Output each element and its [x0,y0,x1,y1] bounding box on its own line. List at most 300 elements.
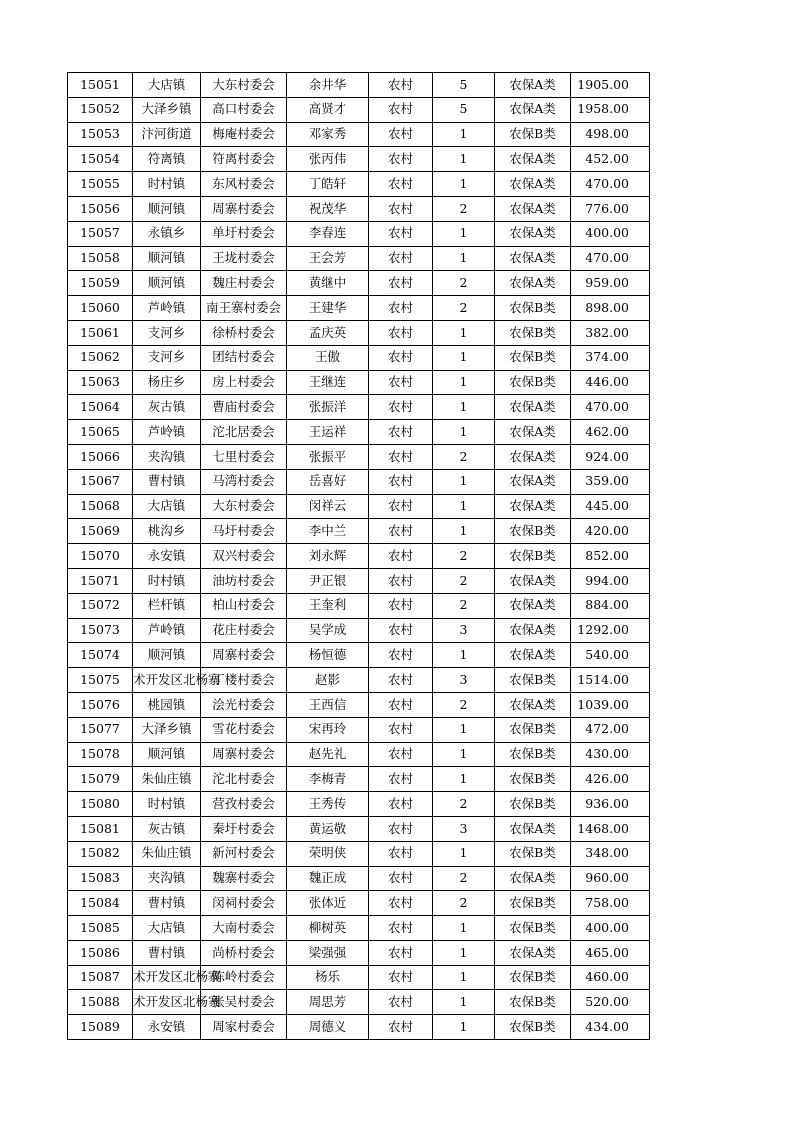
household-count-cell: 1 [433,469,495,494]
insurance-category-cell: 农保A类 [495,469,571,494]
insurance-category-cell: 农保B类 [495,668,571,693]
residence-type-cell: 农村 [369,494,433,519]
person-name-cell: 祝茂华 [287,196,369,221]
insurance-category-cell: 农保B类 [495,1015,571,1040]
residence-type-cell: 农村 [369,916,433,941]
village-committee-cell: 曹庙村委会 [201,395,287,420]
insurance-category-cell: 农保A类 [495,395,571,420]
town-cell: 顺河镇 [133,643,201,668]
insurance-category-cell: 农保B类 [495,916,571,941]
village-committee-cell: 大东村委会 [201,73,287,98]
residence-type-cell: 农村 [369,97,433,122]
record-id-cell: 15063 [68,370,133,395]
table-row [68,717,650,742]
town-cell: 支河乡 [133,320,201,345]
table-row [68,618,650,643]
insurance-category-cell: 农保A类 [495,271,571,296]
table-row [68,668,650,693]
person-name-cell: 丁皓轩 [287,172,369,197]
village-committee-cell: 周寨村委会 [201,742,287,767]
insurance-category-cell: 农保A类 [495,221,571,246]
amount-cell: 374.00 [571,345,650,370]
table-row [68,147,650,172]
amount-cell: 1514.00 [571,668,650,693]
household-count-cell: 1 [433,965,495,990]
amount-cell: 382.00 [571,320,650,345]
household-count-cell: 1 [433,246,495,271]
insurance-category-cell: 农保B类 [495,891,571,916]
person-name-cell: 梁强强 [287,940,369,965]
village-committee-cell: 徐桥村委会 [201,320,287,345]
household-count-cell: 1 [433,643,495,668]
table-row [68,816,650,841]
amount-cell: 1905.00 [571,73,650,98]
town-cell: 栏杆镇 [133,593,201,618]
amount-cell: 462.00 [571,420,650,445]
household-count-cell: 1 [433,742,495,767]
table-row [68,742,650,767]
record-id-cell: 15077 [68,717,133,742]
residence-type-cell: 农村 [369,444,433,469]
town-cell: 术开发区北杨寨 [133,990,201,1015]
table-row [68,196,650,221]
village-committee-cell: 沱北居委会 [201,420,287,445]
person-name-cell: 周思芳 [287,990,369,1015]
amount-cell: 898.00 [571,296,650,321]
table-row [68,345,650,370]
residence-type-cell: 农村 [369,643,433,668]
household-count-cell: 1 [433,122,495,147]
record-id-cell: 15082 [68,841,133,866]
table-row [68,841,650,866]
village-committee-cell: 魏寨村委会 [201,866,287,891]
amount-cell: 994.00 [571,568,650,593]
residence-type-cell: 农村 [369,866,433,891]
town-cell: 灰古镇 [133,816,201,841]
person-name-cell: 柳树英 [287,916,369,941]
household-count-cell: 1 [433,519,495,544]
household-count-cell: 2 [433,692,495,717]
household-count-cell: 1 [433,717,495,742]
person-name-cell: 张振平 [287,444,369,469]
table-row [68,891,650,916]
person-name-cell: 王奎利 [287,593,369,618]
village-committee-cell: 尚桥村委会 [201,940,287,965]
insurance-category-cell: 农保B类 [495,544,571,569]
record-id-cell: 15071 [68,568,133,593]
household-count-cell: 1 [433,395,495,420]
town-cell: 符离镇 [133,147,201,172]
record-id-cell: 15079 [68,767,133,792]
household-count-cell: 1 [433,420,495,445]
insurance-category-cell: 农保A类 [495,97,571,122]
town-cell: 永安镇 [133,1015,201,1040]
amount-cell: 520.00 [571,990,650,1015]
amount-cell: 1958.00 [571,97,650,122]
amount-cell: 426.00 [571,767,650,792]
person-name-cell: 孟庆英 [287,320,369,345]
town-cell: 夹沟镇 [133,444,201,469]
person-name-cell: 周德义 [287,1015,369,1040]
table-row [68,866,650,891]
insurance-category-cell: 农保A类 [495,866,571,891]
village-committee-cell: 新河村委会 [201,841,287,866]
table-row [68,916,650,941]
amount-cell: 472.00 [571,717,650,742]
record-id-cell: 15070 [68,544,133,569]
household-count-cell: 3 [433,618,495,643]
town-cell: 芦岭镇 [133,420,201,445]
village-committee-cell: 雪花村委会 [201,717,287,742]
household-count-cell: 1 [433,345,495,370]
insurance-category-cell: 农保A类 [495,816,571,841]
record-id-cell: 15057 [68,221,133,246]
amount-cell: 884.00 [571,593,650,618]
town-cell: 顺河镇 [133,196,201,221]
village-committee-cell: 秦圩村委会 [201,816,287,841]
village-committee-cell: 张吴村委会 [201,990,287,1015]
record-id-cell: 15085 [68,916,133,941]
town-cell: 曹村镇 [133,469,201,494]
residence-type-cell: 农村 [369,940,433,965]
amount-cell: 959.00 [571,271,650,296]
table-row [68,1015,650,1040]
insurance-category-cell: 农保B类 [495,965,571,990]
residence-type-cell: 农村 [369,618,433,643]
residence-type-cell: 农村 [369,742,433,767]
household-count-cell: 1 [433,841,495,866]
insurance-category-cell: 农保A类 [495,172,571,197]
insurance-category-cell: 农保A类 [495,246,571,271]
record-id-cell: 15065 [68,420,133,445]
table-row [68,494,650,519]
amount-cell: 936.00 [571,792,650,817]
household-count-cell: 2 [433,891,495,916]
record-id-cell: 15089 [68,1015,133,1040]
household-count-cell: 3 [433,668,495,693]
village-committee-cell: 马圩村委会 [201,519,287,544]
residence-type-cell: 农村 [369,246,433,271]
records-table [67,72,650,1040]
table-row [68,469,650,494]
table-row [68,97,650,122]
residence-type-cell: 农村 [369,370,433,395]
record-id-cell: 15062 [68,345,133,370]
record-id-cell: 15080 [68,792,133,817]
record-id-cell: 15084 [68,891,133,916]
village-committee-cell: 周家村委会 [201,1015,287,1040]
record-id-cell: 15068 [68,494,133,519]
record-id-cell: 15073 [68,618,133,643]
village-committee-cell: 单圩村委会 [201,221,287,246]
insurance-category-cell: 农保B类 [495,370,571,395]
insurance-category-cell: 农保A类 [495,444,571,469]
table-row [68,370,650,395]
person-name-cell: 王傲 [287,345,369,370]
insurance-category-cell: 农保B类 [495,767,571,792]
town-cell: 大泽乡镇 [133,717,201,742]
person-name-cell: 王继连 [287,370,369,395]
record-id-cell: 15052 [68,97,133,122]
insurance-category-cell: 农保A类 [495,692,571,717]
town-cell: 大店镇 [133,73,201,98]
village-committee-cell: 沱北村委会 [201,767,287,792]
amount-cell: 420.00 [571,519,650,544]
record-id-cell: 15053 [68,122,133,147]
table-row [68,221,650,246]
town-cell: 支河乡 [133,345,201,370]
insurance-category-cell: 农保B类 [495,296,571,321]
village-committee-cell: 丁楼村委会 [201,668,287,693]
table-row [68,296,650,321]
household-count-cell: 5 [433,97,495,122]
town-cell: 大店镇 [133,494,201,519]
insurance-category-cell: 农保A类 [495,568,571,593]
residence-type-cell: 农村 [369,395,433,420]
household-count-cell: 2 [433,866,495,891]
village-committee-cell: 闵祠村委会 [201,891,287,916]
village-committee-cell: 双兴村委会 [201,544,287,569]
insurance-category-cell: 农保A类 [495,147,571,172]
amount-cell: 852.00 [571,544,650,569]
person-name-cell: 尹正银 [287,568,369,593]
person-name-cell: 宋再玲 [287,717,369,742]
person-name-cell: 吴学成 [287,618,369,643]
town-cell: 杨庄乡 [133,370,201,395]
residence-type-cell: 农村 [369,568,433,593]
village-committee-cell: 东风村委会 [201,172,287,197]
household-count-cell: 2 [433,444,495,469]
amount-cell: 758.00 [571,891,650,916]
amount-cell: 465.00 [571,940,650,965]
residence-type-cell: 农村 [369,320,433,345]
household-count-cell: 1 [433,940,495,965]
residence-type-cell: 农村 [369,519,433,544]
table-row [68,990,650,1015]
town-cell: 时村镇 [133,172,201,197]
residence-type-cell: 农村 [369,122,433,147]
record-id-cell: 15051 [68,73,133,98]
table-row [68,593,650,618]
insurance-category-cell: 农保A类 [495,618,571,643]
amount-cell: 924.00 [571,444,650,469]
town-cell: 永安镇 [133,544,201,569]
town-cell: 大泽乡镇 [133,97,201,122]
household-count-cell: 5 [433,73,495,98]
village-committee-cell: 柏山村委会 [201,593,287,618]
amount-cell: 540.00 [571,643,650,668]
town-cell: 曹村镇 [133,891,201,916]
insurance-category-cell: 农保B类 [495,792,571,817]
village-committee-cell: 花庄村委会 [201,618,287,643]
person-name-cell: 李中兰 [287,519,369,544]
village-committee-cell: 高口村委会 [201,97,287,122]
insurance-category-cell: 农保A类 [495,593,571,618]
household-count-cell: 3 [433,816,495,841]
record-id-cell: 15054 [68,147,133,172]
village-committee-cell: 魏庄村委会 [201,271,287,296]
household-count-cell: 2 [433,296,495,321]
town-cell: 大店镇 [133,916,201,941]
person-name-cell: 黄继中 [287,271,369,296]
household-count-cell: 2 [433,544,495,569]
amount-cell: 470.00 [571,172,650,197]
residence-type-cell: 农村 [369,717,433,742]
amount-cell: 430.00 [571,742,650,767]
record-id-cell: 15074 [68,643,133,668]
household-count-cell: 1 [433,172,495,197]
town-cell: 术开发区北杨寨 [133,668,201,693]
amount-cell: 460.00 [571,965,650,990]
residence-type-cell: 农村 [369,73,433,98]
person-name-cell: 张丙伟 [287,147,369,172]
person-name-cell: 王西信 [287,692,369,717]
household-count-cell: 1 [433,494,495,519]
household-count-cell: 1 [433,221,495,246]
record-id-cell: 15087 [68,965,133,990]
amount-cell: 359.00 [571,469,650,494]
town-cell: 顺河镇 [133,742,201,767]
residence-type-cell: 农村 [369,196,433,221]
insurance-category-cell: 农保A类 [495,196,571,221]
record-id-cell: 15066 [68,444,133,469]
amount-cell: 960.00 [571,866,650,891]
person-name-cell: 张体近 [287,891,369,916]
person-name-cell: 岳喜好 [287,469,369,494]
record-id-cell: 15061 [68,320,133,345]
person-name-cell: 赵影 [287,668,369,693]
person-name-cell: 高贤才 [287,97,369,122]
residence-type-cell: 农村 [369,816,433,841]
insurance-category-cell: 农保A类 [495,420,571,445]
record-id-cell: 15060 [68,296,133,321]
record-id-cell: 15069 [68,519,133,544]
record-id-cell: 15083 [68,866,133,891]
amount-cell: 1292.00 [571,618,650,643]
household-count-cell: 1 [433,320,495,345]
person-name-cell: 余井华 [287,73,369,98]
residence-type-cell: 农村 [369,841,433,866]
insurance-category-cell: 农保B类 [495,742,571,767]
table-row [68,73,650,98]
residence-type-cell: 农村 [369,172,433,197]
residence-type-cell: 农村 [369,469,433,494]
village-committee-cell: 七里村委会 [201,444,287,469]
insurance-category-cell: 农保A类 [495,940,571,965]
insurance-category-cell: 农保B类 [495,717,571,742]
record-id-cell: 15067 [68,469,133,494]
town-cell: 朱仙庄镇 [133,767,201,792]
household-count-cell: 1 [433,767,495,792]
town-cell: 芦岭镇 [133,618,201,643]
insurance-category-cell: 农保B类 [495,345,571,370]
village-committee-cell: 团结村委会 [201,345,287,370]
village-committee-cell: 马湾村委会 [201,469,287,494]
household-count-cell: 2 [433,271,495,296]
record-id-cell: 15076 [68,692,133,717]
residence-type-cell: 农村 [369,420,433,445]
household-count-cell: 1 [433,1015,495,1040]
village-committee-cell: 浍光村委会 [201,692,287,717]
residence-type-cell: 农村 [369,692,433,717]
record-id-cell: 15055 [68,172,133,197]
table-row [68,792,650,817]
village-committee-cell: 营孜村委会 [201,792,287,817]
table-row [68,519,650,544]
record-id-cell: 15059 [68,271,133,296]
residence-type-cell: 农村 [369,792,433,817]
town-cell: 时村镇 [133,792,201,817]
town-cell: 永镇乡 [133,221,201,246]
insurance-category-cell: 农保B类 [495,990,571,1015]
amount-cell: 470.00 [571,246,650,271]
person-name-cell: 闵祥云 [287,494,369,519]
household-count-cell: 1 [433,990,495,1015]
table-row [68,643,650,668]
record-id-cell: 15078 [68,742,133,767]
table-row [68,767,650,792]
residence-type-cell: 农村 [369,990,433,1015]
town-cell: 顺河镇 [133,271,201,296]
town-cell: 汴河街道 [133,122,201,147]
record-id-cell: 15058 [68,246,133,271]
insurance-category-cell: 农保B类 [495,320,571,345]
amount-cell: 434.00 [571,1015,650,1040]
insurance-category-cell: 农保B类 [495,841,571,866]
table-row [68,395,650,420]
residence-type-cell: 农村 [369,221,433,246]
town-cell: 朱仙庄镇 [133,841,201,866]
amount-cell: 400.00 [571,221,650,246]
amount-cell: 498.00 [571,122,650,147]
household-count-cell: 1 [433,916,495,941]
table-row [68,122,650,147]
person-name-cell: 杨乐 [287,965,369,990]
record-id-cell: 15075 [68,668,133,693]
insurance-category-cell: 农保B类 [495,519,571,544]
residence-type-cell: 农村 [369,593,433,618]
record-id-cell: 15081 [68,816,133,841]
residence-type-cell: 农村 [369,767,433,792]
residence-type-cell: 农村 [369,965,433,990]
person-name-cell: 魏正成 [287,866,369,891]
record-id-cell: 15088 [68,990,133,1015]
residence-type-cell: 农村 [369,147,433,172]
table-row [68,568,650,593]
town-cell: 桃沟乡 [133,519,201,544]
village-committee-cell: 符离村委会 [201,147,287,172]
person-name-cell: 王会芳 [287,246,369,271]
town-cell: 术开发区北杨寨 [133,965,201,990]
person-name-cell: 王秀传 [287,792,369,817]
town-cell: 灰古镇 [133,395,201,420]
town-cell: 顺河镇 [133,246,201,271]
residence-type-cell: 农村 [369,891,433,916]
amount-cell: 776.00 [571,196,650,221]
table-row [68,444,650,469]
table-row [68,940,650,965]
village-committee-cell: 油坊村委会 [201,568,287,593]
insurance-category-cell: 农保B类 [495,122,571,147]
village-committee-cell: 周寨村委会 [201,196,287,221]
residence-type-cell: 农村 [369,345,433,370]
town-cell: 芦岭镇 [133,296,201,321]
table-row [68,692,650,717]
town-cell: 桃园镇 [133,692,201,717]
table-row [68,271,650,296]
table-row [68,246,650,271]
person-name-cell: 王运祥 [287,420,369,445]
